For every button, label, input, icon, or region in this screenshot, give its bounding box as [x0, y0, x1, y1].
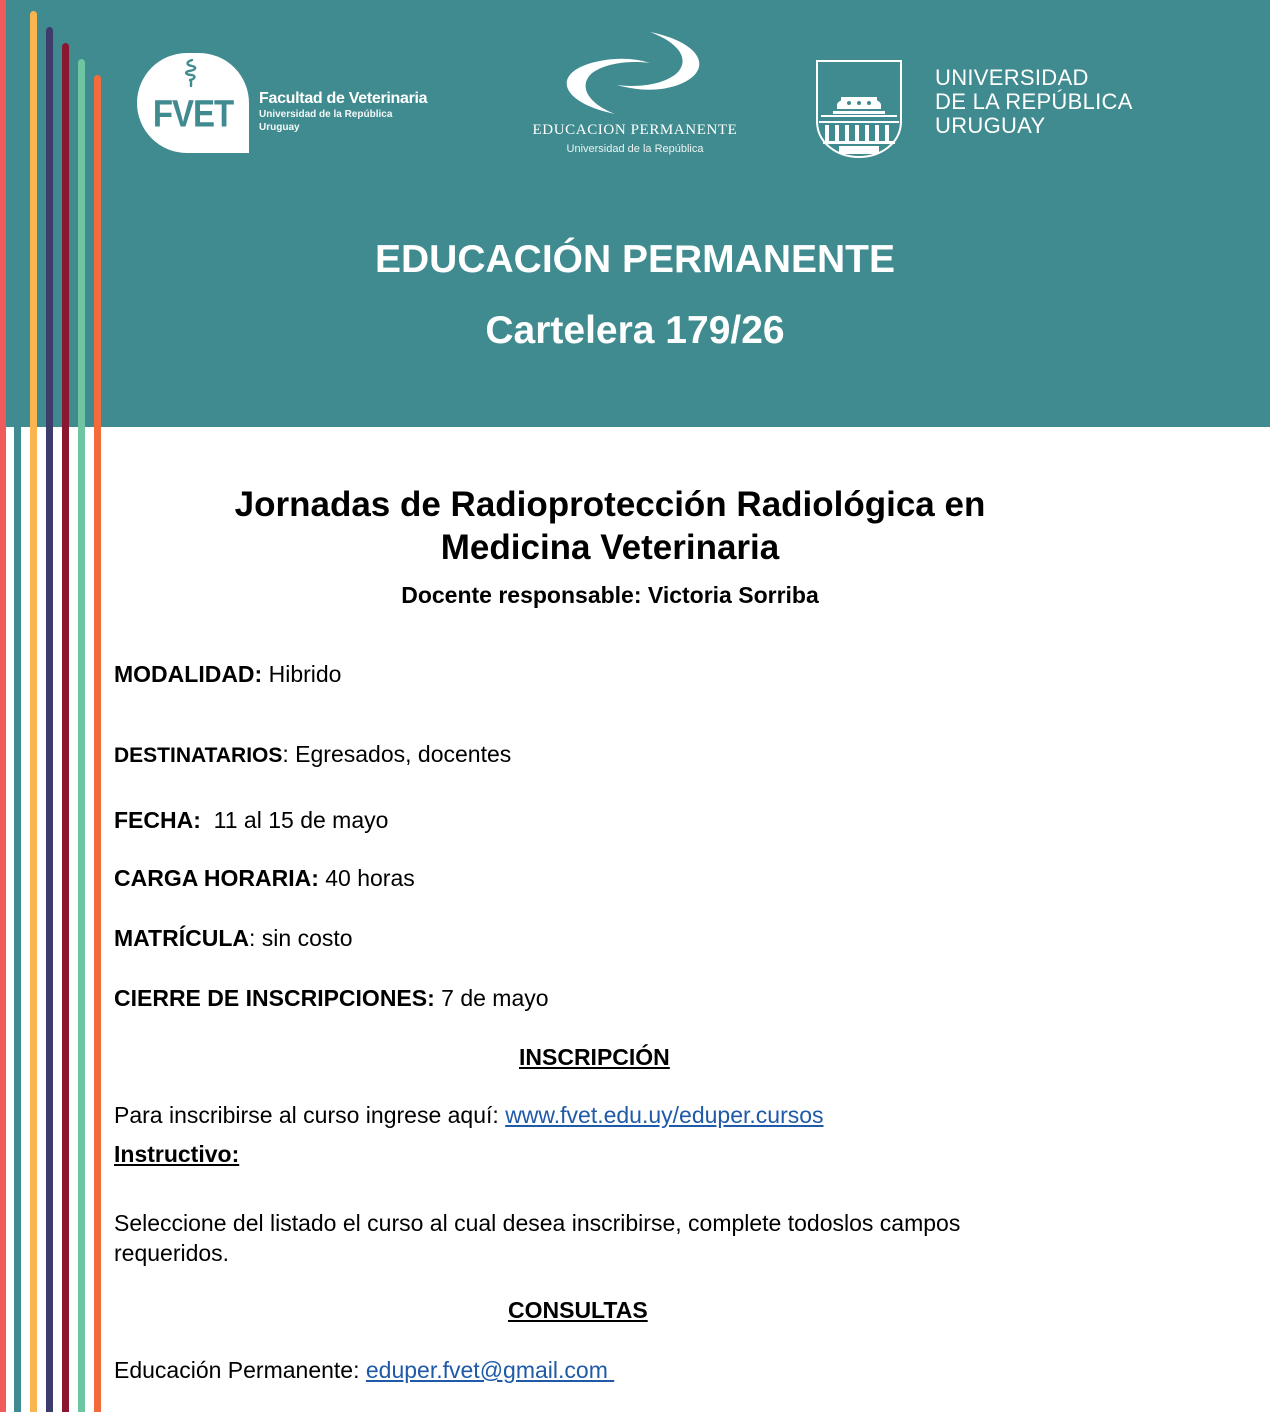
inscripcion-heading: INSCRIPCIÓN	[519, 1044, 670, 1070]
fvet-sub1: Universidad de la República	[259, 109, 393, 120]
field-carga-horaria	[114, 865, 415, 892]
decorative-stripe-teal	[14, 0, 21, 1412]
fvet-sub2: Uruguay	[259, 122, 300, 133]
field-destinatarios	[114, 741, 511, 768]
field-modalidad	[114, 661, 341, 688]
swirl-icon	[555, 28, 715, 116]
field-label: CARGA HORARIA:	[114, 865, 319, 891]
decorative-stripe-navy	[46, 27, 53, 1412]
cartelera-number: Cartelera 179/26	[485, 309, 785, 352]
instructivo-heading: Instructivo:	[114, 1141, 240, 1167]
field-value: 40 horas	[318, 865, 415, 891]
udelar-line1: UNIVERSIDAD	[935, 65, 1089, 90]
ep-sub: Universidad de la República	[566, 143, 704, 155]
field-value: : sin costo	[249, 925, 353, 951]
field-value: : Egresados, docentes	[282, 741, 512, 767]
course-title: Jornadas de Radioprotección Radiológica en Medicina Veterinaria	[234, 485, 986, 567]
inscripcion-label: Para inscribirse al curso ingrese aquí:	[114, 1102, 506, 1128]
field-cierre-inscripciones	[114, 985, 549, 1012]
udelar-line3: URUGUAY	[935, 113, 1046, 138]
consultas-email-link[interactable]: eduper.fvet@gmail.com	[365, 1357, 615, 1383]
udelar-line2: DE LA REPÚBLICA	[935, 89, 1133, 114]
decorative-stripe-red	[0, 0, 6, 1412]
docente-responsable: Docente responsable: Victoria Sorriba	[401, 582, 819, 608]
field-label: DESTINATARIOS	[114, 744, 283, 767]
field-label: FECHA:	[114, 807, 201, 833]
inscripcion-text	[114, 1100, 824, 1130]
fvet-bubble-icon	[137, 53, 249, 153]
field-fecha	[114, 807, 388, 834]
field-label: MODALIDAD:	[114, 661, 263, 687]
consultas-label: Educación Permanente:	[114, 1357, 366, 1383]
educacion-permanente-logo	[500, 28, 770, 155]
helix-icon	[183, 59, 199, 87]
udelar-logo	[815, 59, 1133, 159]
consultas-text	[114, 1355, 614, 1385]
instructivo-text: Seleccione del listado el curso al cual desea inscribirse, complete todoslos campos requeridos.	[114, 1210, 961, 1266]
consultas-heading: CONSULTAS	[508, 1297, 648, 1323]
field-label: MATRÍCULA	[114, 925, 249, 951]
field-label: CIERRE DE INSCRIPCIONES:	[114, 985, 435, 1011]
inscripcion-link[interactable]: www.fvet.edu.uy/eduper.cursos	[505, 1102, 824, 1128]
field-value: 7 de mayo	[434, 985, 549, 1011]
university-building-shield-icon	[815, 59, 903, 159]
page-title: EDUCACIÓN PERMANENTE	[374, 238, 896, 281]
ep-name: EDUCACION PERMANENTE	[532, 122, 738, 138]
fvet-name: Facultad de Veterinaria	[259, 90, 428, 107]
decorative-stripe-yellow	[30, 11, 37, 1412]
field-value: Hibrido	[262, 661, 342, 687]
fvet-mark: FVET	[152, 92, 234, 135]
field-value: 11 al 15 de mayo	[200, 807, 389, 833]
fvet-logo	[137, 53, 427, 153]
field-matricula	[114, 925, 353, 952]
